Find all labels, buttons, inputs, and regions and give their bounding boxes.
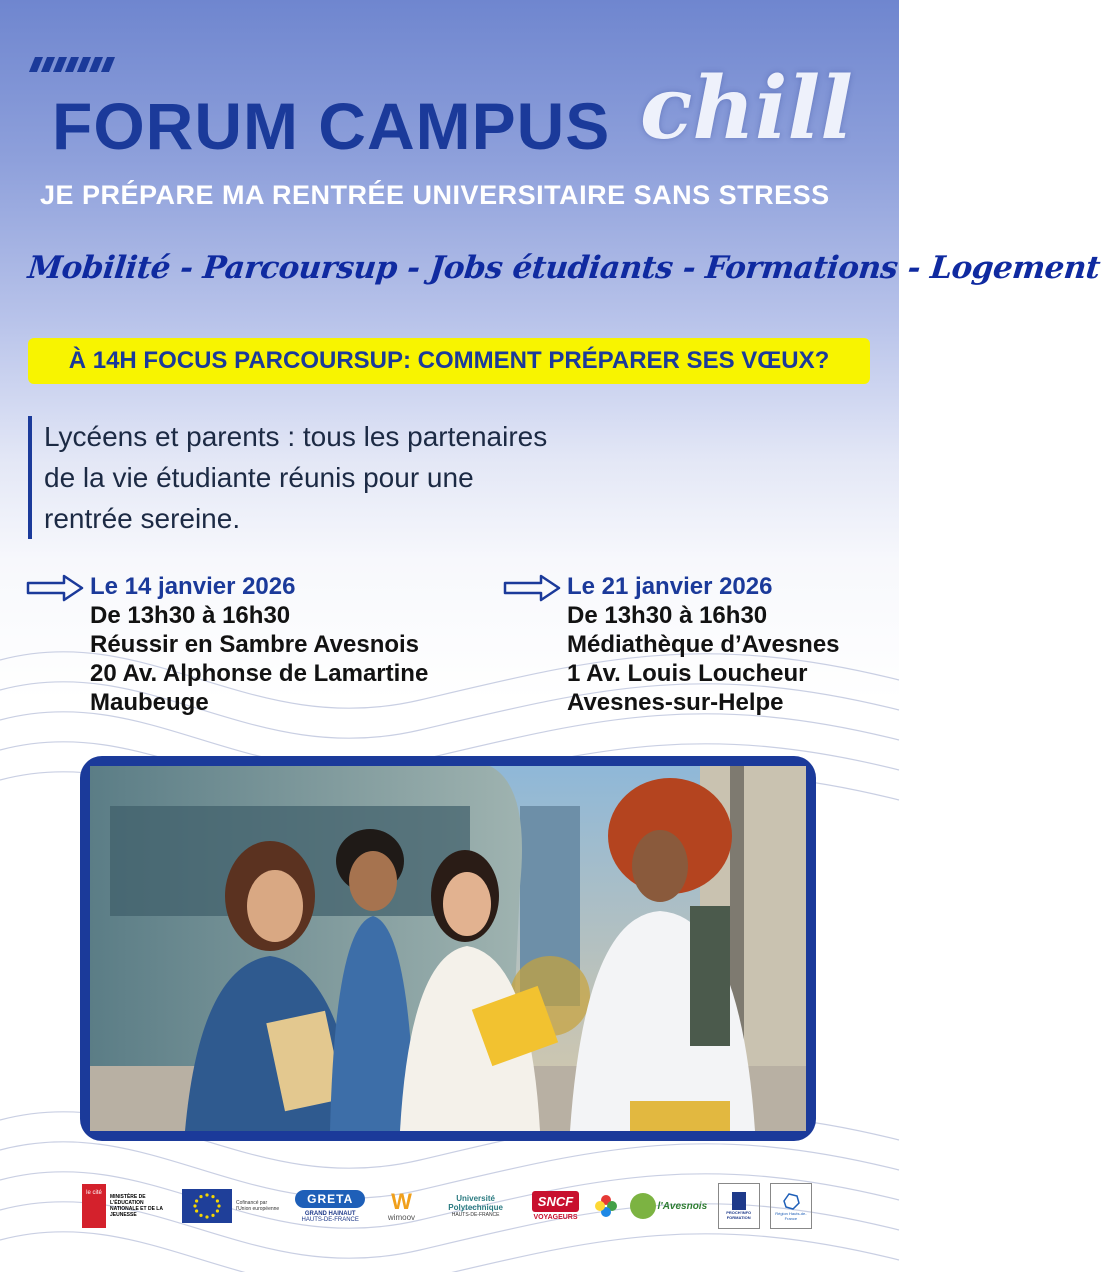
intro-line: rentrée sereine.: [44, 503, 241, 534]
greta-name: GRETA: [295, 1190, 365, 1208]
event-city: Maubeuge: [90, 689, 209, 716]
event-city: Avesnes-sur-Helpe: [567, 689, 784, 716]
region-name: Région Hauts-de-France: [775, 1211, 807, 1221]
eu-logo: [182, 1182, 280, 1230]
stripes-decoration: [32, 57, 112, 72]
event-maubeuge: [26, 572, 428, 717]
parcoursup-focus-banner: [28, 338, 870, 384]
eu-flag-icon: [182, 1189, 232, 1223]
event-date: Le 21 janvier 2026: [567, 573, 773, 600]
page-title: FORUM CAMPUS: [52, 89, 611, 163]
subtitle: JE PRÉPARE MA RENTRÉE UNIVERSITAIRE SANS STRESS: [40, 180, 830, 210]
event-time: De 13h30 à 16h30: [90, 602, 291, 629]
region-logo: [770, 1183, 812, 1229]
event-address: 1 Av. Louis Loucheur: [567, 660, 808, 687]
focus-text: À 14H FOCUS PARCOURSUP: COMMENT PRÉPARER SES VŒUX?: [68, 347, 830, 374]
intro-line: Lycéens et parents : tous les partenaires: [44, 421, 548, 452]
flower-partner-logo: [592, 1182, 619, 1230]
eu-caption: Cofinancé par l'Union européenne: [236, 1200, 280, 1212]
marianne-icon: le cité: [82, 1184, 106, 1228]
event-address: 20 Av. Alphonse de Lamartine: [90, 660, 429, 687]
partner-logos: [82, 1178, 812, 1234]
avesnois-icon: [630, 1193, 656, 1219]
universite-polytechnique-logo: [433, 1182, 519, 1230]
sncf-logo: [529, 1182, 583, 1230]
event-place: Médiathèque d’Avesnes: [567, 631, 840, 658]
greta-sub: GRAND HAINAUT: [304, 1210, 356, 1217]
coeur-avesnois-logo: [629, 1182, 708, 1230]
building-icon: [732, 1192, 746, 1210]
event-time: De 13h30 à 16h30: [567, 602, 768, 629]
greta-region: HAUTS-DE-FRANCE: [301, 1216, 359, 1223]
arrow-right-icon: [26, 574, 84, 602]
event-place: Réussir en Sambre Avesnois: [90, 631, 420, 658]
wimoov-name: wimoov: [387, 1212, 416, 1222]
upoly-name: Université Polytechnique: [448, 1194, 503, 1212]
topics-list: Mobilité - Parcoursup - Jobs étudiants - Formations - Logement: [26, 250, 1102, 286]
upoly-region: HAUTS-DE-FRANCE: [451, 1212, 500, 1218]
avesnois-name: l'Avesnois: [657, 1200, 708, 1212]
event-avesnes: [503, 572, 840, 717]
region-map-icon: [781, 1191, 801, 1211]
prochinfo-logo: [718, 1183, 760, 1229]
prochinfo-name: PROCH'INFO FORMATION: [726, 1210, 752, 1220]
intro-line: de la vie étudiante réunis pour une: [44, 462, 474, 493]
students-photo-frame: [80, 756, 816, 1141]
ministere-name: MINISTÈRE DE L'ÉDUCATION NATIONALE ET DE LA JEUNESSE: [110, 1194, 163, 1218]
arrow-right-icon: [503, 574, 561, 602]
wimoov-icon: W: [391, 1188, 412, 1214]
sncf-name: SNCF: [532, 1191, 579, 1212]
greta-logo: [290, 1182, 370, 1230]
event-date: Le 14 janvier 2026: [90, 573, 296, 600]
title-accent: chill: [640, 58, 853, 159]
students-photo: [90, 766, 806, 1131]
ministere-logo: [82, 1182, 172, 1230]
intro-quote: [28, 416, 684, 539]
flower-icon: [594, 1194, 618, 1218]
wimoov-logo: [380, 1182, 422, 1230]
sncf-sub: VOYAGEURS: [533, 1214, 578, 1221]
